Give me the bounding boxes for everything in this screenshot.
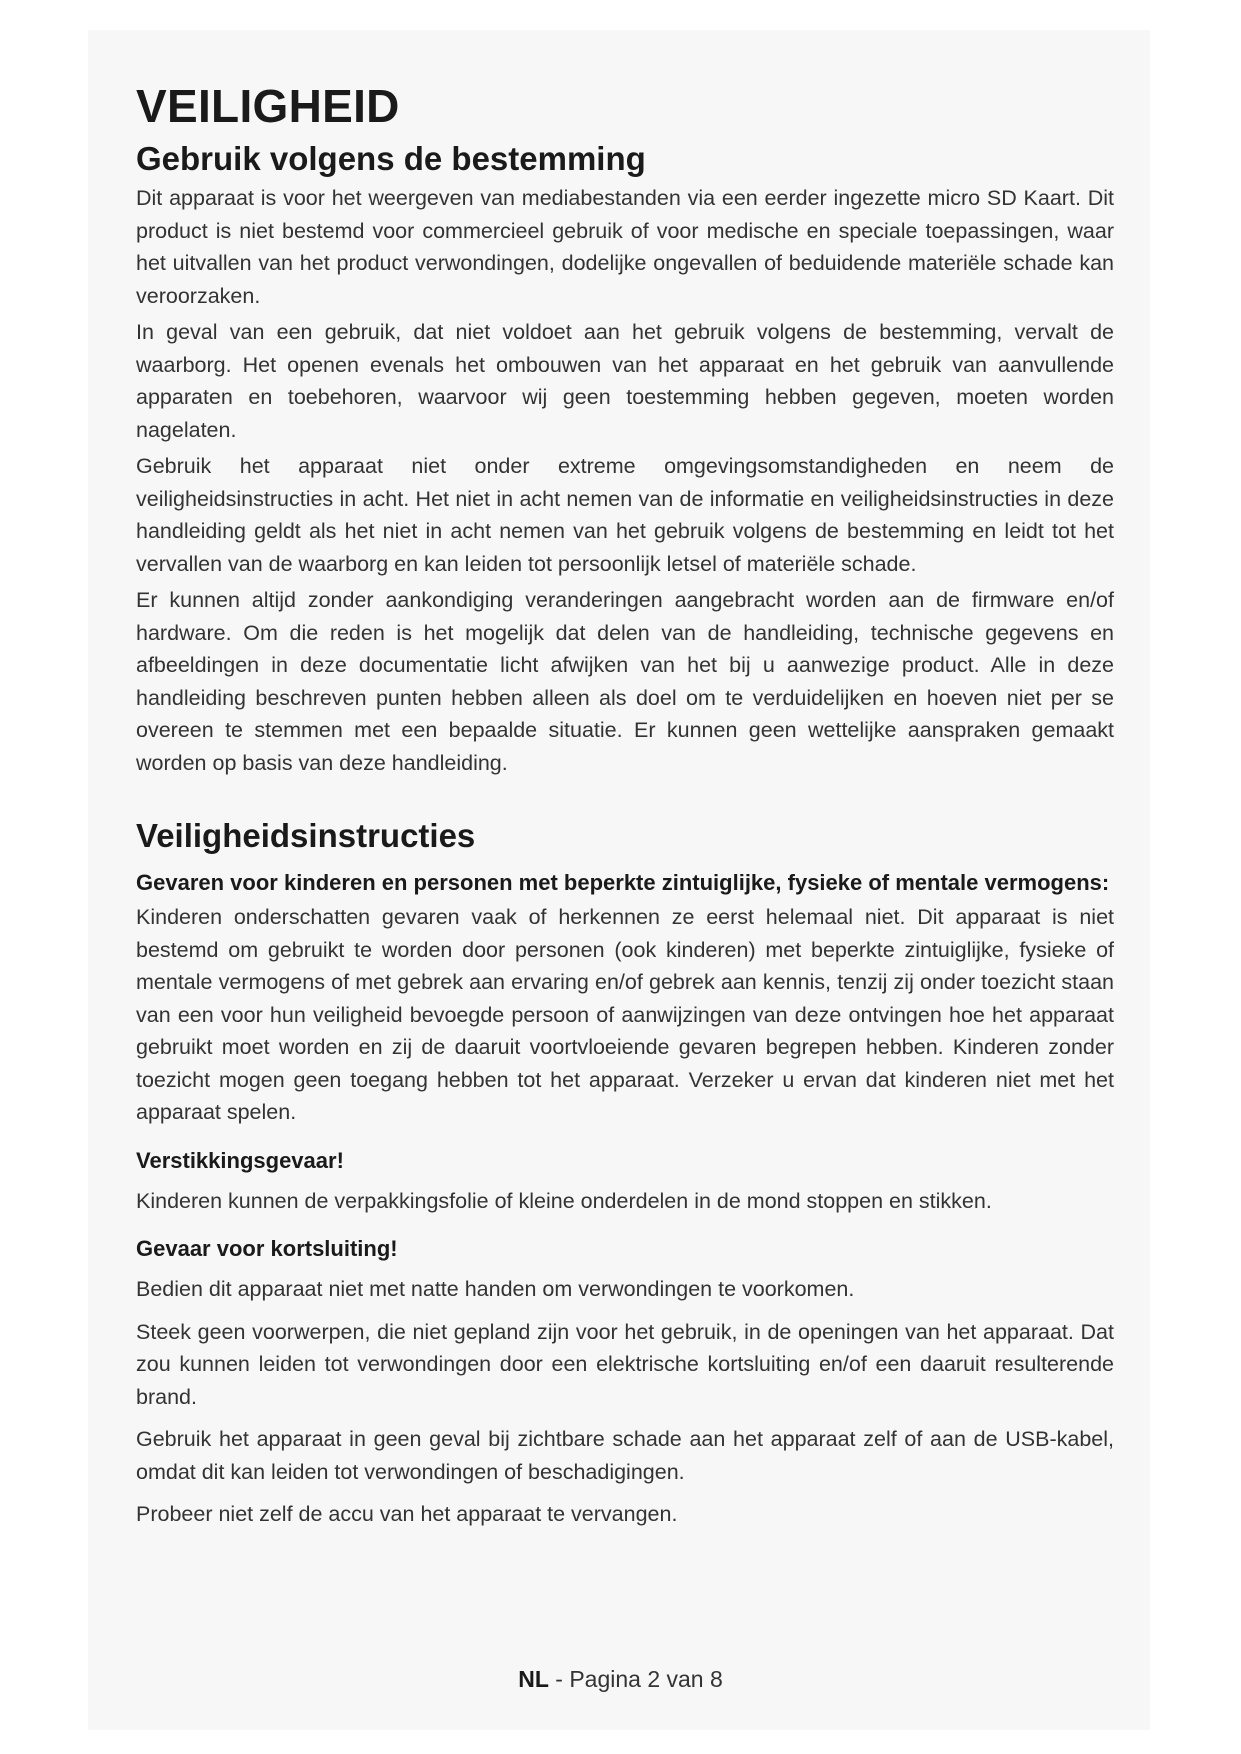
paragraph: Kinderen onderschatten gevaren vaak of herkennen ze eerst helemaal niet. Dit apparaat is niet bestemd om gebruikt te worden door personen (ook kinderen) met beperkte zintuiglijke, fysieke of mentale vermogens of met gebrek aan ervaring en/of gebrek aan kennis, tenzij zij onder toezicht staan van een voor hun veiligheid bevoegde persoon of aanwijzingen van deze ontvingen hoe het apparaat gebruikt moet worden en zij de daaruit voortvloeiende gevaren begrepen hebben. Kinderen zonder toezicht mogen geen toegang hebben tot het apparaat. Verzeker u ervan dat kinderen niet met het apparaat spelen. (136, 905, 1114, 1124)
section-heading-safety-instructions: Veiligheidsinstructies (136, 817, 476, 854)
subheading-children-hazards: Gevaren voor kinderen en personen met beperkte zintuiglijke, fysieke of mentale vermogens: (136, 870, 1110, 895)
section-intended-use (136, 138, 1114, 779)
paragraph: Kinderen kunnen de verpakkingsfolie of kleine onderdelen in de mond stoppen en stikken. (136, 1188, 992, 1213)
paragraph: In geval van een gebruik, dat niet voldoet aan het gebruik volgens de bestemming, vervalt de waarborg. Het openen evenals het ombouwen van het apparaat en het gebruik van aanvullende apparaten en toebehoren, waarvoor wij geen toestemming hebben gegeven, moeten worden nagelaten. (136, 320, 1114, 442)
paragraph: Steek geen voorwerpen, die niet gepland zijn voor het gebruik, in de openingen van het apparaat. Dat zou kunnen leiden tot verwondingen door een elektrische kortsluiting en/of een daaruit resulterende brand. (136, 1319, 1114, 1409)
page-footer (0, 1664, 1241, 1694)
paragraph: Er kunnen altijd zonder aankondiging veranderingen aangebracht worden aan de firmware en/of hardware. Om die reden is het mogelijk dat delen van de handleiding, technische gegevens en afbeeldingen in deze documentatie licht afwijken van het bij u aanwezige product. Alle in deze handleiding beschreven punten hebben alleen als doel om te verduidelijken en hoeven niet per se overeen te stemmen met een bepaalde situatie. Er kunnen geen wettelijke aanspraken gemaakt worden op basis van deze handleiding. (136, 588, 1114, 775)
document-body (136, 78, 1114, 1531)
paragraph: Gebruik het apparaat in geen geval bij zichtbare schade aan het apparaat zelf of aan de USB-kabel, omdat dit kan leiden tot verwondingen of beschadigingen. (136, 1427, 1114, 1484)
section-safety-instructions (136, 815, 1114, 1531)
paragraph: Gebruik het apparaat niet onder extreme omgevingsomstandigheden en neem de veiligheidsinstructies in acht. Het niet in acht nemen van de informatie en veiligheidsinstructies in deze handleiding geldt als het niet in acht nemen van het gebruik volgens de bestemming en leidt tot het vervallen van de waarborg en kan leiden tot persoonlijk letsel of materiële schade. (136, 454, 1114, 576)
footer-page-number: - Pagina 2 van 8 (555, 1666, 723, 1692)
subheading-short-circuit: Gevaar voor kortsluiting! (136, 1236, 398, 1261)
paragraph: Dit apparaat is voor het weergeven van mediabestanden via een eerder ingezette micro SD Kaart. Dit product is niet bestemd voor commercieel gebruik of voor medische en speciale toepassingen, waar het uitvallen van het product verwondingen, dodelijke ongevallen of beduidende materiële schade kan veroorzaken. (136, 186, 1114, 308)
footer-language: NL (518, 1666, 549, 1692)
subheading-suffocation: Verstikkingsgevaar! (136, 1147, 344, 1173)
paragraph: Probeer niet zelf de accu van het apparaat te vervangen. (136, 1502, 678, 1526)
paragraph: Bedien dit apparaat niet met natte handen om verwondingen te voorkomen. (136, 1277, 855, 1301)
section-heading-intended-use: Gebruik volgens de bestemming (136, 140, 646, 177)
page-title: VEILIGHEID (136, 80, 400, 132)
